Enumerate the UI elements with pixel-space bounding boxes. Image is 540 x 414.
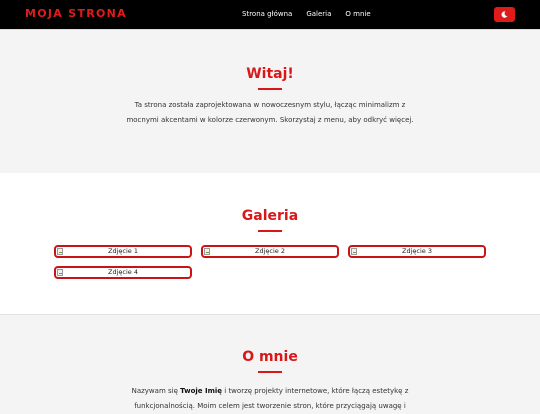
about-name: Twoje Imię	[180, 387, 223, 395]
navbar	[0, 0, 540, 29]
nav-link-about[interactable]: O mnie	[345, 10, 371, 18]
gallery-image-alt: Zdjęcie 3	[402, 247, 432, 255]
about-text-body: i tworzę projekty internetowe, które łączą estetykę z funkcjonalnością. Moim celem jest tworzenie stron, które przyciągają uwagę i	[134, 387, 409, 410]
gallery-image-alt: Zdjęcie 4	[108, 268, 138, 276]
gallery-title: Galeria	[241, 208, 299, 224]
about-text-intro: Nazywam się	[131, 387, 181, 395]
about-section	[0, 314, 540, 410]
about-title-underline	[258, 371, 282, 373]
gallery-title-underline	[258, 230, 282, 232]
about-text	[112, 384, 428, 414]
gallery-image-4[interactable]	[54, 266, 192, 279]
about-title: O mnie	[242, 349, 298, 365]
theme-toggle-button[interactable]	[494, 7, 515, 22]
gallery-image-3[interactable]	[348, 245, 486, 258]
gallery-section	[0, 173, 540, 314]
gallery-image-1[interactable]	[54, 245, 192, 258]
hero-section	[0, 29, 540, 173]
hero-text: Ta strona została zaprojektowana w nowoczesnym stylu, łącząc minimalizm z mocnymi akcentami w kolorze czerwonym. Skorzystaj z menu, aby odkryć więcej.	[126, 101, 414, 124]
site-logo[interactable]: MOJA STRONA	[25, 7, 127, 20]
hero-title-underline	[258, 88, 282, 90]
gallery-image-2[interactable]	[201, 245, 339, 258]
gallery-image-alt: Zdjęcie 2	[255, 247, 285, 255]
nav-links	[242, 10, 371, 19]
nav-link-home[interactable]: Strona główna	[242, 10, 293, 18]
gallery-image-alt: Zdjęcie 1	[108, 247, 138, 255]
moon-icon	[501, 11, 508, 18]
nav-link-gallery[interactable]: Galeria	[306, 10, 332, 18]
hero-title: Witaj!	[246, 66, 294, 82]
